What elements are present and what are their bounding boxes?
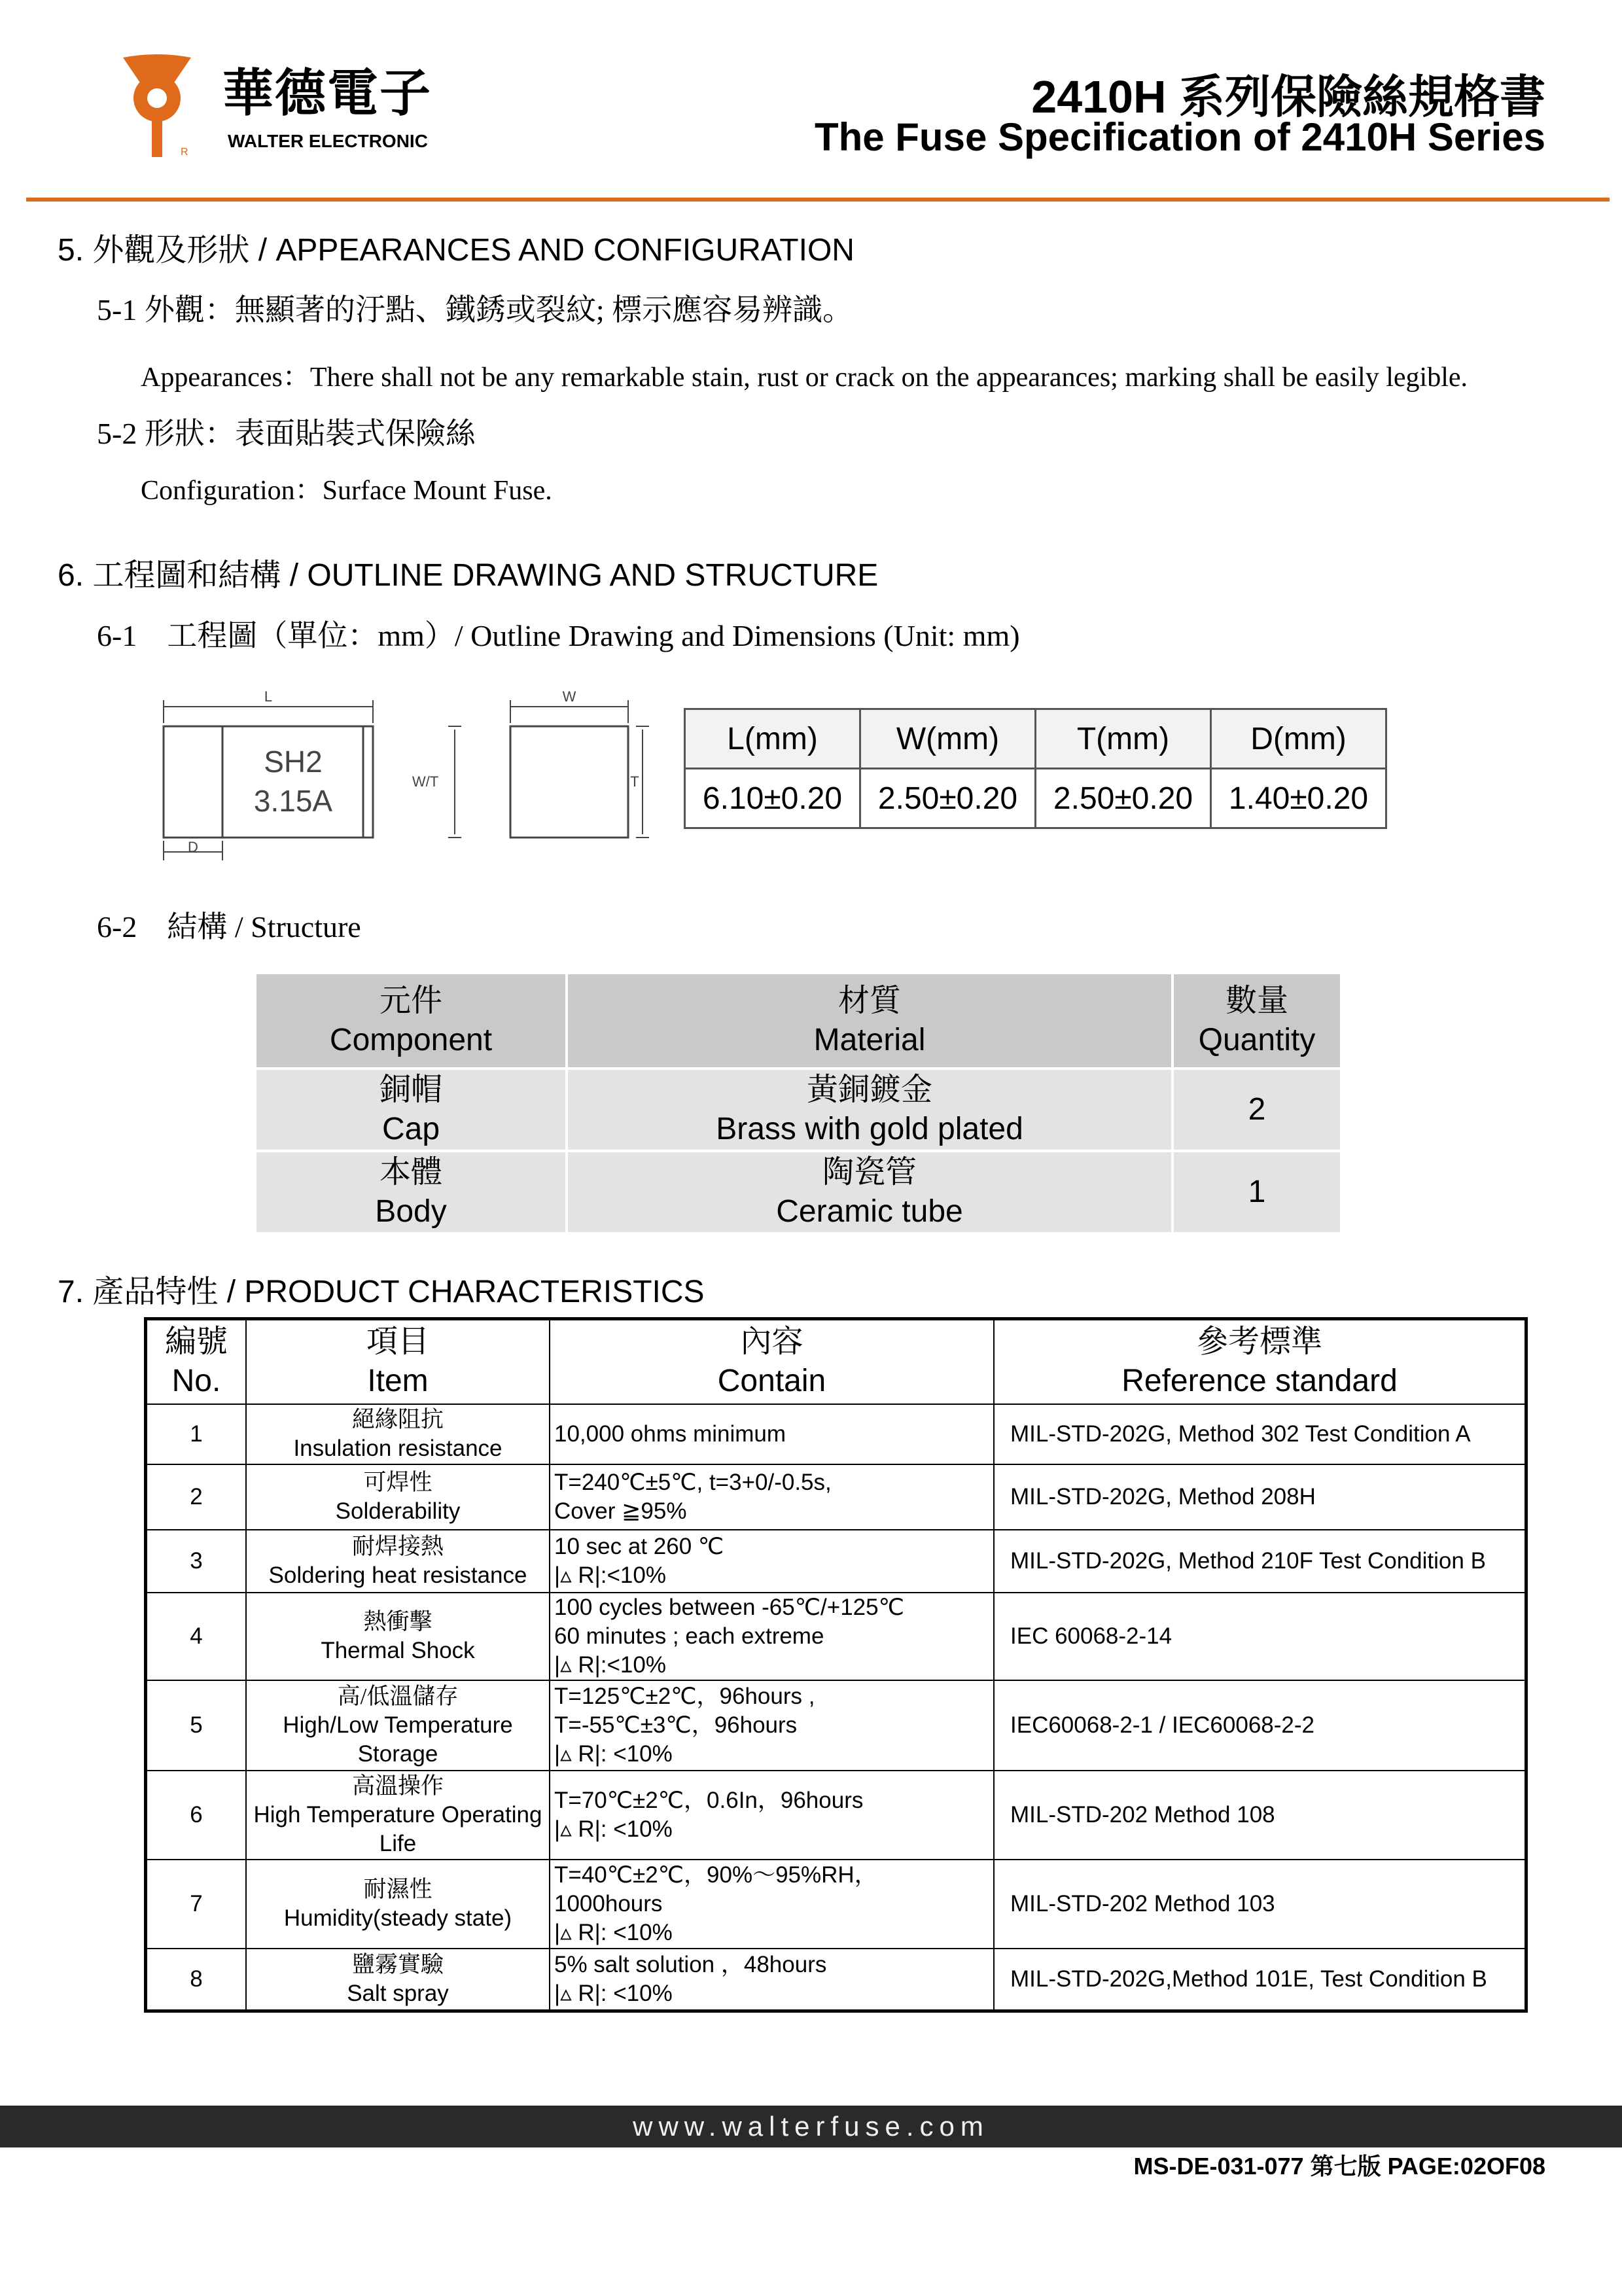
chars-cell-reference: MIL-STD-202 Method 103 (994, 1860, 1526, 1949)
chars-item-en: Salt spray (347, 1980, 449, 2006)
chars-cell-reference: MIL-STD-202G, Method 210F Test Condition B (994, 1530, 1526, 1593)
chars-contain-line: 60 minutes ; each extreme (554, 1623, 824, 1649)
structure-material-en: Brass with gold plated (716, 1112, 1023, 1146)
chars-cell-reference: MIL-STD-202 Method 108 (994, 1771, 1526, 1860)
chars-cell-item (246, 1680, 550, 1771)
chars-contain-line: T=-55℃±3℃，96hours (554, 1712, 798, 1738)
drawing-marking-line2: 3.15A (253, 784, 333, 818)
logo-chinese-name: 華德電子 (222, 64, 432, 123)
structure-cell-component (255, 1069, 567, 1151)
section-6-title: 6. 工程圖和結構 / OUTLINE DRAWING AND STRUCTURE (58, 558, 879, 593)
chars-row (146, 1860, 1526, 1949)
section-6-1-title: 6-1 工程圖（單位：mm）/ Outline Drawing and Dimensions (Unit: mm) (97, 619, 1020, 652)
drawing-marking-line1: SH2 (264, 745, 323, 779)
dim-value-W: 2.50±0.20 (860, 769, 1036, 828)
structure-material-cn: 黃銅鍍金 (806, 1072, 932, 1107)
chars-item-cn: 耐焊接熱 (351, 1533, 444, 1559)
chars-contain-line: 100 cycles between -65℃/+125℃ (554, 1594, 904, 1620)
structure-component-en: Body (375, 1194, 447, 1229)
structure-cell-component (255, 1151, 567, 1233)
chars-item-en: Solderability (335, 1498, 461, 1524)
chars-header-no (146, 1319, 247, 1404)
chars-cell-contain (550, 1464, 994, 1530)
structure-header-quantity-en: Quantity (1198, 1023, 1316, 1057)
section-5-2-title: 5-2 形狀：表面貼裝式保險絲 (97, 417, 476, 450)
chars-item-cn: 耐濕性 (363, 1876, 432, 1902)
chars-contain-line: |▵ R|:<10% (554, 1651, 666, 1678)
chars-item-cn: 鹽霧實驗 (351, 1951, 444, 1977)
structure-table (254, 972, 1343, 1235)
footer-website: www.walterfuse.com (633, 2111, 989, 2142)
chars-cell-contain (550, 1949, 994, 2011)
chars-cell-no: 2 (146, 1464, 247, 1530)
chars-item-en: Soldering heat resistance (268, 1562, 527, 1588)
chars-cell-item (246, 1593, 550, 1680)
dim-value-T: 2.50±0.20 (1036, 769, 1211, 828)
chars-cell-contain (550, 1404, 994, 1464)
drawing-label-D: D (188, 839, 198, 855)
chars-header-contain (550, 1319, 994, 1404)
chars-contain-line: T=240℃±5℃, t=3+0/-0.5s, (554, 1469, 832, 1495)
chars-cell-no: 8 (146, 1949, 247, 2011)
company-logo (118, 51, 484, 162)
characteristics-table (144, 1317, 1528, 2013)
drawing-label-W: W (562, 688, 576, 705)
structure-header-quantity-cn: 數量 (1225, 983, 1288, 1018)
chars-contain-line: T=125℃±2℃，96hours , (554, 1683, 815, 1709)
outline-drawing (150, 680, 661, 870)
dim-header-L: L(mm) (685, 709, 860, 769)
chars-contain-line: |▵ R|: <10% (554, 1980, 673, 2006)
chars-header-contain-en: Contain (717, 1364, 826, 1399)
chars-row (146, 1404, 1526, 1464)
structure-material-en: Ceramic tube (776, 1194, 963, 1229)
chars-cell-contain (550, 1593, 994, 1680)
structure-component-en: Cap (381, 1112, 440, 1146)
dim-value-L: 6.10±0.20 (685, 769, 860, 828)
chars-header-item-cn: 項目 (366, 1324, 429, 1360)
chars-cell-contain (550, 1530, 994, 1593)
structure-row (255, 1151, 1341, 1233)
structure-header-component-en: Component (329, 1023, 493, 1057)
chars-item-en: High Temperature Operating Life (253, 1801, 542, 1856)
section-5-1-title: 5-1 外觀：無顯著的汙點、鐵銹或裂紋; 標示應容易辨識。 (97, 293, 853, 327)
chars-cell-item (246, 1949, 550, 2011)
structure-cell-material (567, 1069, 1172, 1151)
chars-contain-line: |▵ R|: <10% (554, 1919, 673, 1945)
drawing-label-T: T (630, 773, 639, 790)
chars-cell-item (246, 1404, 550, 1464)
document-title-chinese: 2410H 系列保險絲規格書 (1031, 71, 1545, 122)
chars-cell-no: 4 (146, 1593, 247, 1680)
chars-contain-line: 5% salt solution ，48hours (554, 1951, 827, 1977)
structure-header-material (567, 973, 1172, 1069)
chars-row (146, 1530, 1526, 1593)
footer-document-id: MS-DE-031-077 第七版 PAGE:02OF08 (1133, 2153, 1545, 2180)
chars-contain-line: T=40℃±2℃，90%～95%RH， (554, 1862, 877, 1888)
document-title-english: The Fuse Specification of 2410H Series (814, 115, 1545, 159)
logo-mark-icon (118, 51, 196, 162)
structure-component-cn: 銅帽 (379, 1072, 442, 1107)
chars-header-item-en: Item (367, 1364, 429, 1399)
chars-item-en: Humidity(steady state) (283, 1905, 512, 1931)
dimension-table (684, 708, 1387, 829)
chars-item-en: High/Low Temperature Storage (283, 1712, 513, 1767)
section-5-1-text: Appearances：There shall not be any remarkable stain, rust or crack on the appearances; marking shall be easily legible. (141, 362, 1468, 393)
chars-item-cn: 可焊性 (363, 1469, 432, 1495)
chars-row (146, 1593, 1526, 1680)
structure-cell-material (567, 1151, 1172, 1233)
chars-contain-line: 1000hours (554, 1890, 663, 1916)
drawing-label-L: L (264, 688, 273, 705)
chars-cell-no: 6 (146, 1771, 247, 1860)
chars-contain-line: 10 sec at 260 ℃ (554, 1533, 724, 1559)
structure-header-quantity (1172, 973, 1341, 1069)
chars-contain-line: Cover ≧95% (554, 1498, 687, 1524)
structure-cell-quantity: 2 (1172, 1069, 1341, 1151)
structure-header-material-cn: 材質 (837, 983, 901, 1018)
chars-header-reference-en: Reference standard (1121, 1364, 1398, 1399)
logo-registered-mark: R (181, 147, 188, 158)
chars-item-en: Insulation resistance (293, 1435, 502, 1461)
chars-header-reference (994, 1319, 1526, 1404)
chars-cell-reference: MIL-STD-202G, Method 302 Test Condition A (994, 1404, 1526, 1464)
chars-cell-reference: IEC 60068-2-14 (994, 1593, 1526, 1680)
chars-cell-no: 5 (146, 1680, 247, 1771)
section-6-2-title: 6-2 結構 / Structure (97, 910, 361, 944)
chars-cell-item (246, 1530, 550, 1593)
chars-contain-line: 10,000 ohms minimum (554, 1421, 786, 1447)
structure-header-component (255, 973, 567, 1069)
chars-contain-line: |▵ R|: <10% (554, 1740, 673, 1767)
structure-header-component-cn: 元件 (379, 983, 442, 1018)
chars-item-cn: 熱衝擊 (363, 1608, 432, 1634)
chars-contain-line: T=70℃±2℃，0.6In，96hours (554, 1787, 864, 1813)
chars-item-en: Thermal Shock (321, 1637, 475, 1663)
chars-cell-item (246, 1771, 550, 1860)
structure-header-material-en: Material (813, 1023, 926, 1057)
chars-cell-contain (550, 1680, 994, 1771)
chars-header-no-en: No. (171, 1364, 221, 1399)
drawing-label-WT: W/T (412, 773, 439, 790)
structure-cell-quantity: 1 (1172, 1151, 1341, 1233)
section-5-title: 5. 外觀及形狀 / APPEARANCES AND CONFIGURATION (58, 233, 855, 268)
structure-component-cn: 本體 (379, 1155, 442, 1190)
chars-item-cn: 絕緣阻抗 (351, 1406, 444, 1432)
chars-header-reference-cn: 參考標準 (1196, 1324, 1322, 1360)
logo-english-name: WALTER ELECTRONIC (228, 131, 428, 151)
footer-website-bar (0, 2106, 1622, 2147)
structure-row (255, 1069, 1341, 1151)
dim-header-D: D(mm) (1211, 709, 1386, 769)
section-5-2-text: Configuration：Surface Mount Fuse. (141, 476, 552, 506)
dim-header-W: W(mm) (860, 709, 1036, 769)
chars-item-cn: 高溫操作 (351, 1773, 444, 1799)
chars-cell-no: 1 (146, 1404, 247, 1464)
dim-value-D: 1.40±0.20 (1211, 769, 1386, 828)
chars-cell-contain (550, 1771, 994, 1860)
chars-cell-no: 3 (146, 1530, 247, 1593)
chars-cell-no: 7 (146, 1860, 247, 1949)
chars-cell-reference: IEC60068-2-1 / IEC60068-2-2 (994, 1680, 1526, 1771)
chars-contain-line: |▵ R|: <10% (554, 1816, 673, 1842)
chars-row (146, 1680, 1526, 1771)
chars-row (146, 1771, 1526, 1860)
chars-cell-item (246, 1860, 550, 1949)
section-7-title: 7. 產品特性 / PRODUCT CHARACTERISTICS (58, 1275, 705, 1309)
chars-item-cn: 高/低溫儲存 (337, 1683, 459, 1709)
chars-cell-item (246, 1464, 550, 1530)
structure-material-cn: 陶瓷管 (822, 1155, 917, 1190)
chars-row (146, 1464, 1526, 1530)
chars-contain-line: |▵ R|:<10% (554, 1562, 666, 1588)
chars-cell-contain (550, 1860, 994, 1949)
header-divider (26, 198, 1610, 202)
chars-cell-reference: MIL-STD-202G,Method 101E, Test Condition B (994, 1949, 1526, 2011)
chars-header-contain-cn: 內容 (740, 1324, 803, 1360)
chars-row (146, 1949, 1526, 2011)
chars-header-item (246, 1319, 550, 1404)
dim-header-T: T(mm) (1036, 709, 1211, 769)
chars-header-no-cn: 編號 (164, 1324, 228, 1360)
chars-cell-reference: MIL-STD-202G, Method 208H (994, 1464, 1526, 1530)
